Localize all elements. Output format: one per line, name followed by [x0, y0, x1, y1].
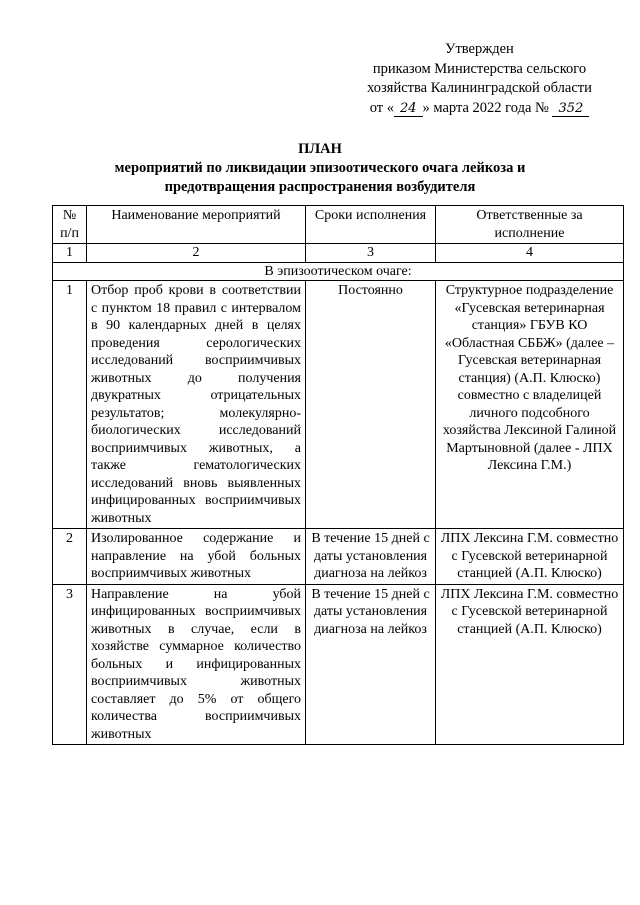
row-responsible: ЛПХ Лексина Г.М. совместно с Гусевской ветеринарной станцией (А.П. Клюско) — [436, 529, 624, 585]
row-activity: Отбор проб крови в соответствии с пунктом 18 правил с интервалом в 90 календарных дней в целях проведения серологических исследований восприимчивых животных до получения двукратных отрицательных результатов; молекулярно-биологических исследований восприимчивых животных, а также гематологических исследований вновь выявленных инфицированных восприимчивых животных — [87, 281, 306, 529]
column-number: 3 — [306, 244, 436, 263]
column-number: 2 — [87, 244, 306, 263]
section-title: В эпизоотическом очаге: — [53, 262, 624, 281]
table-row — [53, 584, 624, 745]
approval-date-line — [352, 99, 607, 119]
date-prefix: от « — [369, 99, 394, 116]
header-num: № п/п — [53, 206, 87, 244]
table-row — [53, 529, 624, 585]
row-term: В течение 15 дней с даты установления диагноза на лейкоз — [306, 529, 436, 585]
title-line-3: предотвращения распространения возбудителя — [164, 179, 476, 195]
document-title — [60, 140, 580, 197]
date-middle: » марта 2022 года № — [422, 99, 549, 116]
row-activity: Направление на убой инфицированных восприимчивых животных в случае, если в хозяйстве суммарное количество больных и инфицированных восприимчивых животных составляет до 5% от общего количества восприимчивых животных — [87, 584, 306, 745]
header-name: Наименование мероприятий — [87, 206, 306, 244]
date-day-handwritten: 24 — [394, 102, 423, 117]
row-number: 1 — [53, 281, 87, 529]
approval-block — [352, 40, 607, 118]
column-number: 4 — [436, 244, 624, 263]
header-term: Сроки исполнения — [306, 206, 436, 244]
row-number: 3 — [53, 584, 87, 745]
table-row — [53, 281, 624, 529]
title-line-2: мероприятий по ликвидации эпизоотического очага лейкоза и — [114, 160, 526, 176]
approval-line-1: Утвержден — [445, 41, 514, 57]
section-row — [53, 262, 624, 281]
row-term: Постоянно — [306, 281, 436, 529]
column-number: 1 — [53, 244, 87, 263]
row-number: 2 — [53, 529, 87, 585]
approval-line-3: хозяйства Калининградской области — [367, 80, 592, 96]
row-term: В течение 15 дней с даты установления диагноза на лейкоз — [306, 584, 436, 745]
column-number-row — [53, 244, 624, 263]
title-line-1: ПЛАН — [298, 141, 342, 157]
order-number-handwritten: 352 — [552, 102, 589, 117]
header-responsible: Ответственные за исполнение — [436, 206, 624, 244]
table-header-row — [53, 206, 624, 244]
row-responsible: ЛПХ Лексина Г.М. совместно с Гусевской ветеринарной станцией (А.П. Клюско) — [436, 584, 624, 745]
row-responsible: Структурное подразделение «Гусевская ветеринарная станция» ГБУВ КО «Областная СББЖ» (далее – Гусевская ветеринарная станция) (А.П. Клюско) совместно с владелицей личного подсобного хозяйства Лексиной Галиной Мартыновной (далее - ЛПХ Лексина Г.М.) — [436, 281, 624, 529]
plan-table — [52, 205, 624, 745]
row-activity: Изолированное содержание и направление на убой больных восприимчивых животных — [87, 529, 306, 585]
approval-line-2: приказом Министерства сельского — [372, 60, 587, 77]
